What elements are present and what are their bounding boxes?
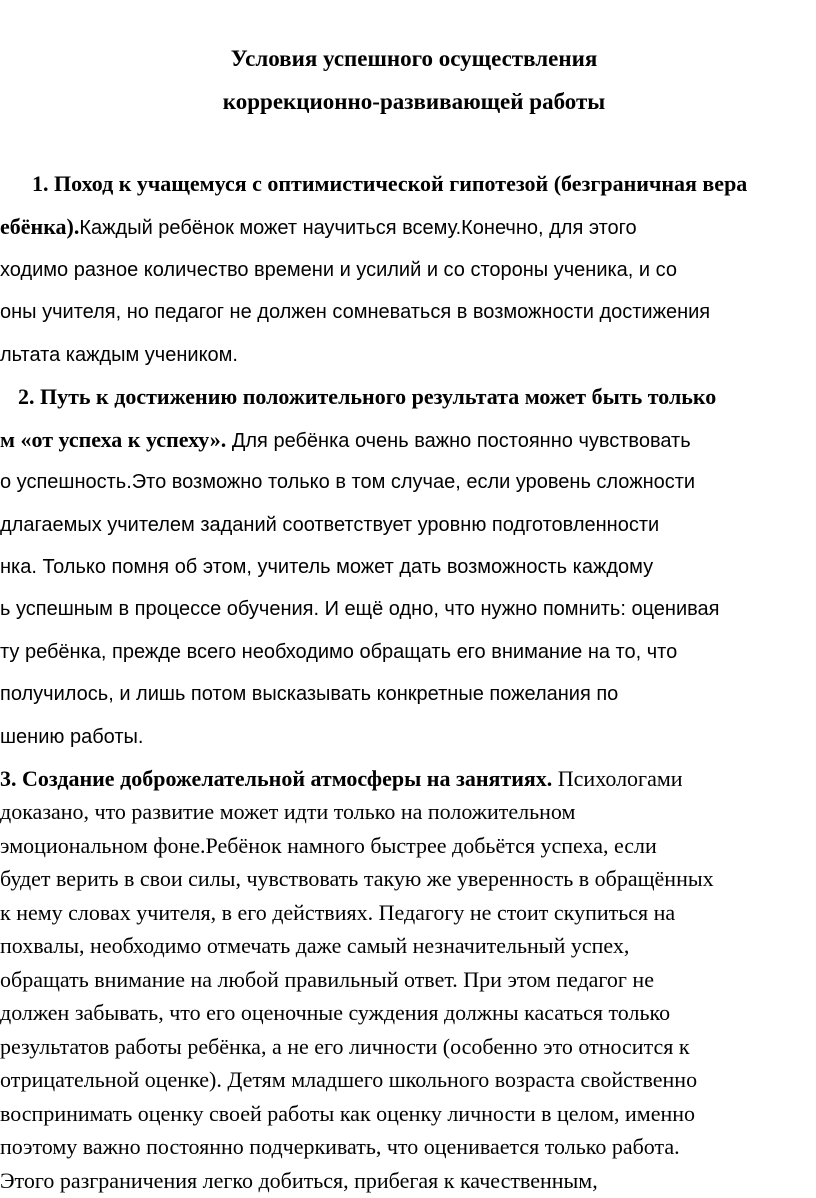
- section-1-text-fragment: Каждый ребёнок может научиться всему.Конечно, для этого: [79, 217, 637, 239]
- section-2-line: ь успешным в процессе обучения. И ещё одно, что нужно помнить: оценивая: [0, 598, 720, 620]
- section-1-line: [0, 212, 637, 243]
- section-2-line: [0, 425, 691, 456]
- section-3-line: похвалы, необходимо отмечать даже самый незначительный успех,: [0, 933, 630, 958]
- section-3-line: должен забывать, что его оценочные суждения должны касаться только: [0, 1000, 671, 1025]
- section-2-bold-fragment: м «от успеха к успеху».: [0, 427, 227, 452]
- section-3-bold-fragment: 3. Создание доброжелательной атмосферы на занятиях.: [0, 766, 553, 791]
- section-3-line: поэтому важно постоянно подчеркивать, что оценивается только работа.: [0, 1134, 680, 1159]
- section-1-line: оны учителя, но педагог не должен сомневаться в возможности достижения: [0, 301, 711, 323]
- section-2-line: шению работы.: [0, 726, 144, 748]
- section-1-line: льтата каждым учеником.: [0, 344, 238, 366]
- section-3-text-fragment: Психологами: [552, 766, 683, 791]
- section-2-line: ту ребёнка, прежде всего необходимо обращать его внимание на то, что: [0, 641, 678, 663]
- section-3-line: доказано, что развитие может идти только на положительном: [0, 799, 576, 824]
- section-2-line: получилось, и лишь потом высказывать конкретные пожелания по: [0, 683, 619, 705]
- section-2-line: нка. Только помня об этом, учитель может дать возможность каждому: [0, 556, 654, 578]
- section-1-heading-line: 1. Поход к учащемуся с оптимистической гипотезой (безграничная вера: [32, 171, 748, 196]
- section-3-line: эмоциональном фоне.Ребёнок намного быстрее добьётся успеха, если: [0, 833, 657, 858]
- section-3-line: будет верить в свои силы, чувствовать такую же уверенность в обращённых: [0, 866, 714, 891]
- section-2-line: длагаемых учителем заданий соответствует уровню подготовленности: [0, 514, 660, 536]
- section-2-heading-line: 2. Путь к достижению положительного результата может быть только: [18, 384, 717, 409]
- document-title-line-2: коррекционно-развивающей работы: [222, 89, 606, 114]
- section-1-bold-fragment: ебёнка).: [0, 214, 80, 239]
- section-3-line: Этого разграничения легко добиться, прибегая к качественным,: [0, 1168, 598, 1193]
- section-1-line: ходимо разное количество времени и усилий и со стороны ученика, и со: [0, 259, 677, 281]
- section-3-line: к нему словах учителя, в его действиях. Педагогу не стоит скупиться на: [0, 900, 676, 925]
- section-2-line: о успешность.Это возможно только в том случае, если уровень сложности: [0, 471, 696, 493]
- section-3-line: результатов работы ребёнка, а не его личности (особенно это относится к: [0, 1034, 690, 1059]
- section-3-line: обращать внимание на любой правильный ответ. При этом педагог не: [0, 967, 654, 992]
- document-title-line-1: Условия успешного осуществления: [230, 46, 598, 71]
- section-3-line: [0, 764, 683, 794]
- section-3-line: воспринимать оценку своей работы как оценку личности в целом, именно: [0, 1101, 696, 1126]
- section-3-line: отрицательной оценке). Детям младшего школьного возраста свойственно: [0, 1067, 698, 1092]
- section-2-text-fragment: Для ребёнка очень важно постоянно чувствовать: [226, 430, 691, 452]
